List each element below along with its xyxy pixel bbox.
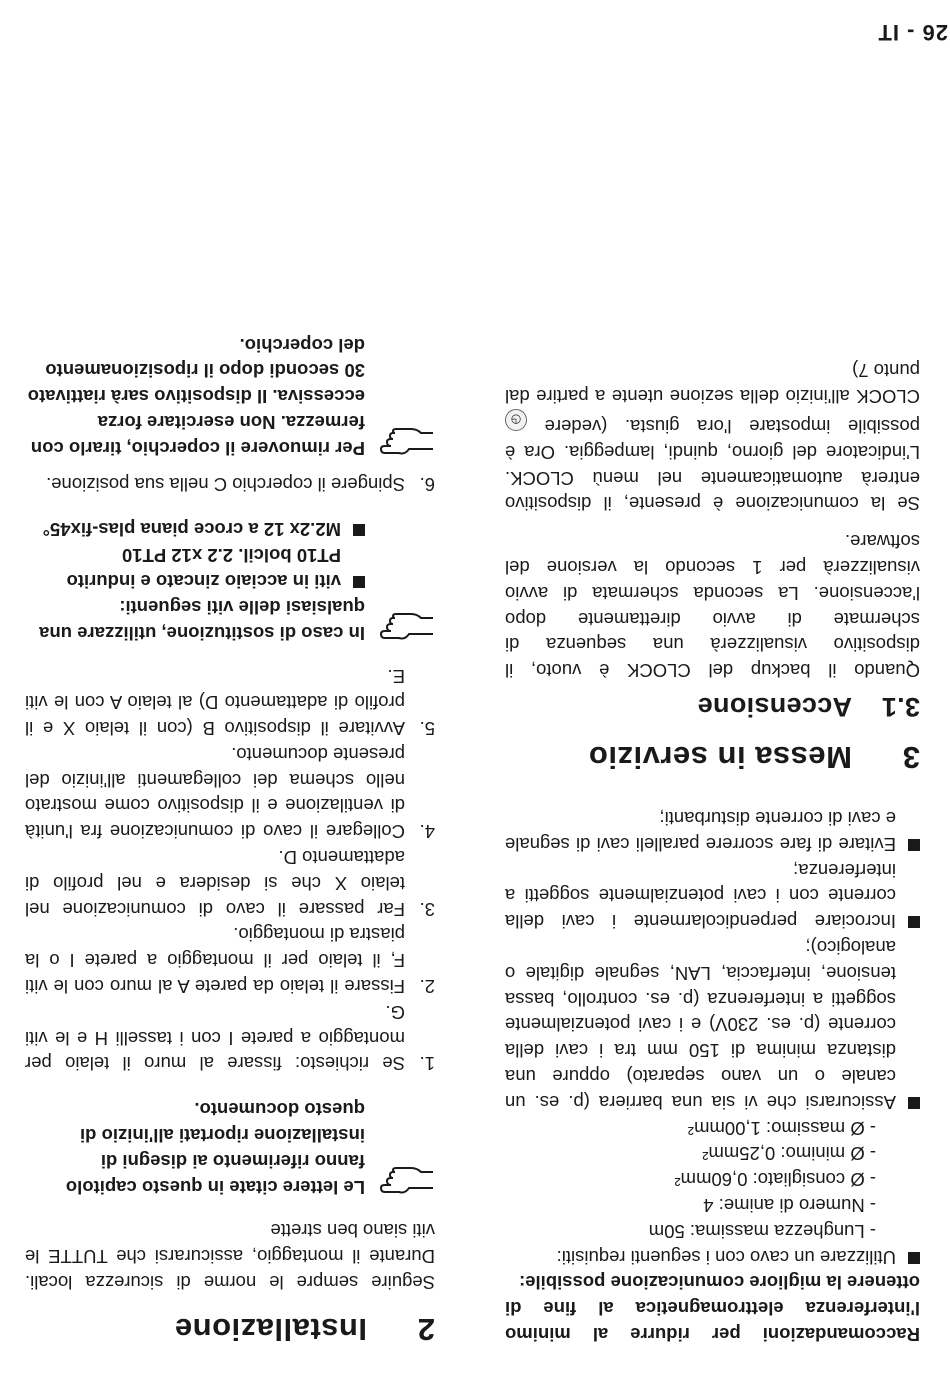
square-bullet-icon [353, 524, 365, 536]
step-number: 5. [419, 718, 435, 740]
section-2-heading [25, 1311, 435, 1347]
step-text: Collegare il cavo di comunicazione fra l'unità di ventilazione e il dispositivo come mostrato nello schema dei collegamenti all'inizio del presente documento. [25, 743, 405, 843]
power-on-paragraph: Quando il backup del CLOCK è vuoto, il dispositivo visualizzerà una sequenza di schermate di avvio direttamente dopo l'accensione. La seconda schermata di avvio visualizzerà per 1 secondo la versione del software. [505, 531, 920, 682]
communication-text-end: CLOCK all'inizio della sezione utente a partire dal punto 7) [505, 360, 920, 408]
step-number: 1. [419, 1053, 435, 1075]
req-barrier: Assicurarsi che vi sia una barriera (p. es. un canale o un vano separato) oppure una distanza minima di 150 mm tra i cavi della corrente (p. es. 230V) e i cavi potenzialmente soggetti a interferenza (p. es. controllo, bassa tensione, interfaccia, LAN, segnale digitale o analogico); [505, 937, 896, 1113]
emi-recommendation-heading: Raccomandazioni per ridurre al minimo l'interferenza elettromagnetica al fine di ottenere la migliore comunicazione possibile: [505, 1272, 920, 1345]
cable-spec-length: - Lunghezza massima: 50m [648, 1220, 876, 1242]
left-column [505, 358, 920, 1348]
subsection-number: 3.1 [881, 692, 920, 723]
cable-spec-recommended: - Ø consigliato: 0,60mm² [674, 1169, 876, 1191]
subsection-title: Accensione [697, 692, 852, 723]
installation-steps-continued [25, 471, 435, 497]
section-title: Installazione [174, 1312, 367, 1347]
right-column [25, 312, 435, 1347]
section-number: 2 [417, 1312, 435, 1347]
section-number: 3 [902, 740, 920, 776]
step-number: 6. [419, 473, 435, 495]
list-item [505, 1115, 920, 1270]
page-number: 26 - IT [877, 20, 948, 45]
step-text: Se richiesto: fissare al muro il telaio per montaggio a parete I con i tasselli H e le viti G. [25, 1001, 405, 1075]
communication-text: Se la comunicazione è presente, il dispositivo entrerà automaticamente nel menù CLOCK. L'indicatore del giorno, quindi, lampeggia. Ora è possibile impostare l'ora giusta. (vedere [505, 416, 920, 515]
list-item [25, 922, 435, 999]
req-avoid-parallel: Evitare di fare scorrere paralleli cavi di segnale e cavi di corrente disturbanti; [505, 808, 896, 855]
pointing-hand-icon [365, 1096, 435, 1199]
step-text: Fissare il telaio da parete A al muro con le viti F, il telaio per il montaggio a parete I o la piastra di montaggio. [25, 924, 405, 998]
square-bullet-icon [908, 1097, 920, 1109]
note-text: Per rimuovere il coperchio, tirarlo con fermezza. Non esercitare forza eccessiva. Il dispositivo sarà riattivato 30 secondi dopo il riposizionamento del coperchio. [27, 334, 365, 459]
pointing-hand-icon [365, 517, 435, 646]
list-item [25, 471, 435, 497]
note-text [25, 517, 365, 646]
cable-spec-cores: - Numero di anime: 4 [703, 1195, 876, 1217]
step-number: 3. [419, 898, 435, 920]
list-item [25, 664, 435, 741]
list-item [25, 999, 435, 1076]
screw-option: viti in acciaio zincato e indurito PT10 bolcil. 2.2 x12 PT10 [66, 545, 341, 593]
req-cable-intro: Utilizzare un cavo con i seguenti requisiti: [556, 1246, 896, 1268]
list-item [25, 844, 435, 921]
step-text: Spingere il coperchio C nella sua posizione. [46, 473, 405, 495]
screw-option: M2.2x 12 a croce piana plas-fix45° [42, 519, 341, 541]
note-cover-removal [25, 332, 435, 461]
step-number: 2. [419, 976, 435, 998]
section-3-1-heading [505, 691, 920, 723]
note-letters [25, 1096, 435, 1199]
step-text: Far passare il cavo di comunicazione nel telaio X che si desidera e nel profilo di adattamento D. [25, 847, 405, 920]
step-number: 4. [419, 821, 435, 843]
square-bullet-icon [908, 839, 920, 851]
clock-button-icon: ◷ [505, 409, 527, 431]
list-item [505, 805, 920, 857]
note-text: Le lettere citate in questo capitolo fanno riferimento ai disegni di installazione riportati all'inizio di questo documento. [65, 1099, 365, 1198]
step-text: Avvitare il dispositivo B (con il telaio X e il profilo di adattamento D) al telaio A con le viti E. [25, 666, 405, 740]
section-3-heading [505, 739, 920, 775]
screw-list [25, 517, 365, 594]
square-bullet-icon [908, 1252, 920, 1264]
list-item [505, 857, 920, 934]
square-bullet-icon [353, 576, 365, 588]
note-screws [25, 517, 435, 646]
safety-intro: Seguire sempre le norme di sicurezza locali. Durante il montaggio, assicurarsi che TUTTE le viti siano ben strette [25, 1220, 435, 1293]
list-item [25, 517, 365, 543]
list-item [25, 542, 365, 594]
cable-spec-minimum: - Ø minimo: 0,25mm² [702, 1143, 876, 1165]
pointing-hand-icon [365, 332, 435, 461]
communication-paragraph [505, 358, 920, 517]
installation-steps [25, 664, 435, 1077]
list-item [25, 741, 435, 844]
req-cross-cables: Incrociare perpendicolarmente i cavi della corrente con i cavi potenzialmente soggetti a interferenza; [505, 859, 896, 933]
requirements-list [505, 805, 920, 1269]
square-bullet-icon [908, 916, 920, 928]
note-screws-intro: In caso di sostituzione, utilizzare una qualsiasi delle viti seguenti: [39, 596, 365, 644]
cable-spec-maximum: - Ø massimo: 1,00mm² [687, 1117, 876, 1139]
list-item [505, 934, 920, 1115]
section-title: Messa in servizio [588, 740, 852, 776]
